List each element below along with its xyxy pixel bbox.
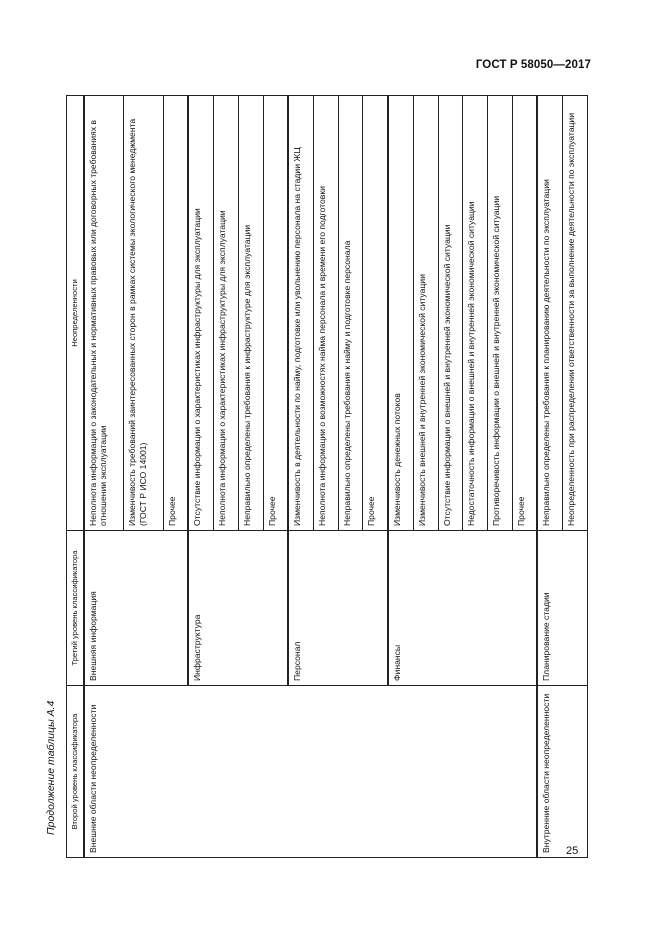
standard-designation: ГОСТ Р 58050—2017 [475, 59, 591, 71]
cell-uncertainty: Неправильно определены требования к инфраструктуре для эксплуатации [238, 96, 263, 531]
table-row [84, 96, 124, 858]
header-second-level: Второй уровень классификатора [67, 686, 85, 858]
table-continuation-caption: Продолжение таблицы А.4 [45, 700, 57, 835]
header-third-level: Третий уровень классификатора [67, 531, 85, 686]
cell-uncertainty: Неполнота информации о характеристиках инфраструктуры для эксплуатации [214, 96, 239, 531]
cell-uncertainty: Недостаточность информации о внешней и внутренней экономической ситуации [463, 96, 488, 531]
cell-third-level: Инфраструктура [188, 531, 288, 686]
cell-uncertainty: Изменчивость внешней и внутренней экономической ситуации [414, 96, 439, 531]
page-number: 25 [566, 845, 579, 857]
cell-uncertainty: Неправильно определены требования к планированию деятельности по эксплуатации [537, 96, 562, 531]
cell-second-level: Внутренние области неопределенности [537, 686, 587, 858]
cell-uncertainty: Прочее [163, 96, 188, 531]
cell-third-level: Финансы [388, 531, 537, 686]
cell-third-level: Планирование стадии [537, 531, 587, 686]
cell-uncertainty: Отсутствие информации о внешней и внутренней экономической ситуации [438, 96, 463, 531]
uncertainty-classification-table [66, 95, 588, 858]
table-header-row [67, 96, 85, 858]
cell-uncertainty: Прочее [363, 96, 388, 531]
cell-third-level: Внешняя информация [84, 531, 188, 686]
cell-uncertainty: Изменчивость требований заинтересованных сторон в рамках системы экологического менеджмента (ГОСТ Р ИСО 14001) [124, 96, 163, 531]
cell-uncertainty: Неопределенность при распределении ответственности за выполнение деятельности по эксплуатации [563, 96, 588, 531]
cell-uncertainty: Неполнота информации о возможностях найма персонала и времени его подготовки [314, 96, 339, 531]
cell-uncertainty: Изменчивость денежных потоков [388, 96, 413, 531]
cell-uncertainty: Неправильно определены требования к найму и подготовке персонала [338, 96, 363, 531]
cell-second-level: Внешние области неопределенности [84, 686, 537, 858]
cell-third-level: Персонал [288, 531, 388, 686]
cell-uncertainty: Прочее [512, 96, 537, 531]
cell-uncertainty: Отсутствие информации о характеристиках инфраструктуры для эксплуатации [188, 96, 213, 531]
cell-uncertainty: Неполнота информации о законодательных и нормативных правовых или договорных требованиях в отношении эксплуатации [84, 96, 124, 531]
header-uncertainties: Неопределенности [67, 96, 85, 531]
cell-uncertainty: Изменчивость в деятельности по найму, подготовке или увольнению персонала на стадии ЖЦ [288, 96, 313, 531]
table-row [537, 96, 562, 858]
cell-uncertainty: Прочее [263, 96, 288, 531]
rotated-table-wrapper [66, 96, 588, 858]
cell-uncertainty: Противоречивость информации о внешней и внутренней экономической ситуации [487, 96, 512, 531]
